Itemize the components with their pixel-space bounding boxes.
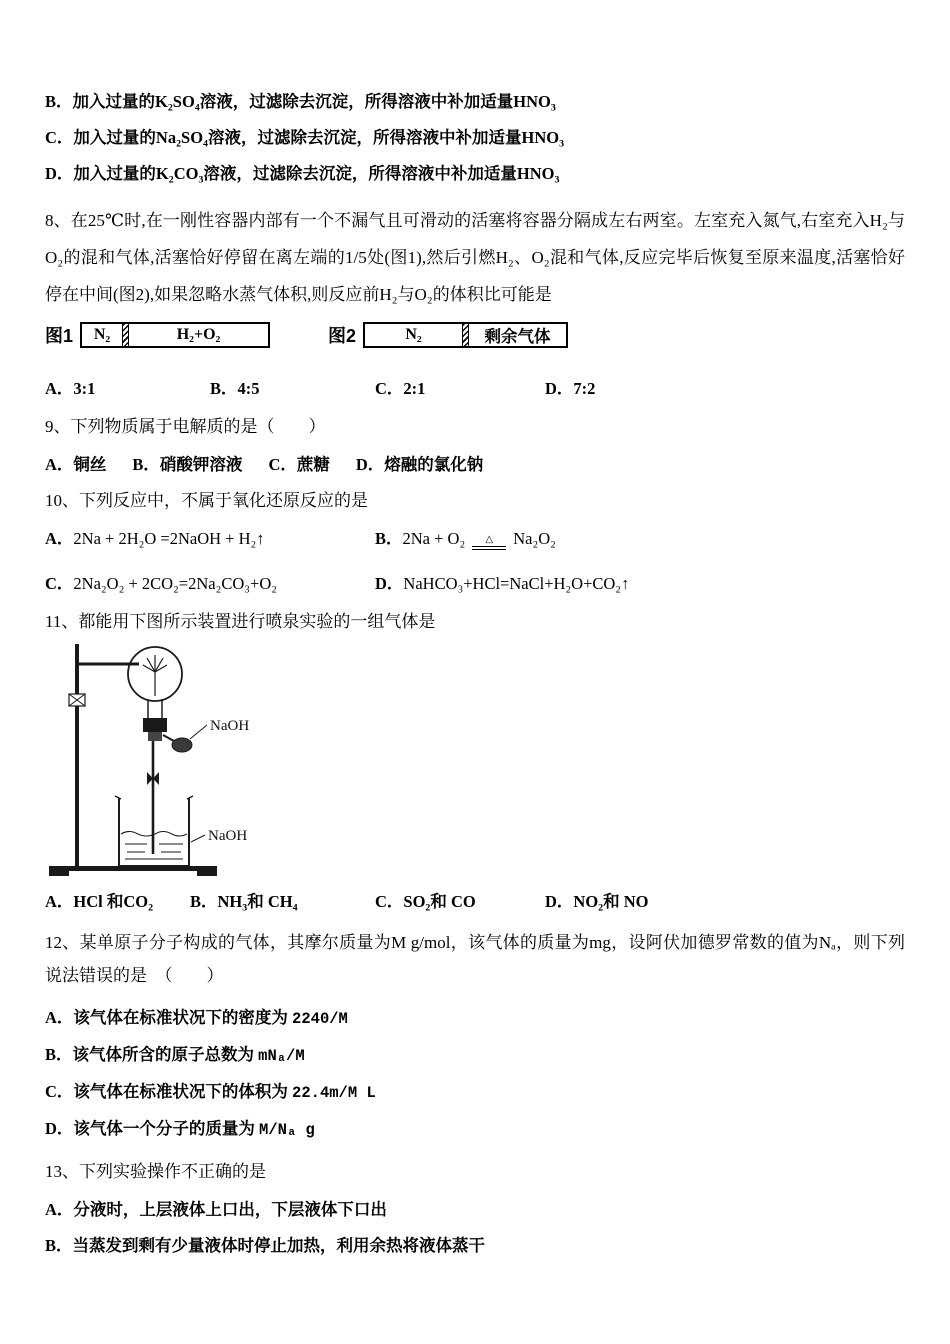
option-c: C．蔗糖 <box>268 455 330 474</box>
delta-glyph: △ <box>485 534 494 545</box>
option-a: A．HCl 和CO₂ <box>45 892 154 911</box>
option-c: C．SO₂和 CO <box>375 892 476 911</box>
option-a: A．分液时，上层液体上口出，下层液体下口出 <box>45 1200 387 1219</box>
option-b-post: Na₂O₂ <box>513 529 556 548</box>
figure-1-container <box>80 322 270 348</box>
option-a <box>45 1000 905 1037</box>
option-d <box>375 570 629 594</box>
option-d: D．熔融的氯化钠 <box>355 455 484 474</box>
question-12-stem: 12、某单原子分子构成的气体，其摩尔质量为M g/mol，该气体的质量为mg，设阿伏加德罗常数的值为Nₐ，则下列说法错误的是 （ ） <box>45 933 905 985</box>
question-10 <box>45 489 905 594</box>
option-d: D．7:2 <box>545 379 596 398</box>
option-a-label: A． <box>45 529 74 548</box>
gas-n2-cell-2: N₂ <box>405 326 422 343</box>
option-a: A．铜丝 <box>45 455 107 474</box>
gas-residual-cell: 剩余气体 <box>484 328 551 346</box>
option-c-label: C． <box>45 574 74 593</box>
option-c-text: 2Na₂O₂ + 2CO₂=2Na₂CO₃+O₂ <box>73 574 278 593</box>
option-b-label: B． <box>375 529 403 548</box>
naoh-label-top: NaOH <box>210 718 250 734</box>
gas-h2o2-cell: H₂+O₂ <box>176 326 221 343</box>
fountain-apparatus-figure <box>47 638 287 884</box>
option-c <box>45 1074 905 1111</box>
delta-condition-icon <box>472 535 506 550</box>
option-c-formula: 22.4m/M L <box>292 1084 376 1102</box>
question-7-options <box>45 84 905 192</box>
option-c <box>45 570 375 594</box>
option-b <box>45 1037 905 1074</box>
question-13 <box>45 1160 905 1264</box>
option-a-formula: 2240/M <box>292 1010 348 1028</box>
option-c: C．加入过量的Na₂SO₄溶液，过滤除去沉淀，所得溶液中补加适量HNO₃ <box>45 128 565 147</box>
option-d-text: D．该气体一个分子的质量为 <box>45 1119 260 1138</box>
option-b: B．当蒸发到剩有少量液体时停止加热，利用余热将液体蒸干 <box>45 1236 486 1255</box>
question-10-options-row-1 <box>45 525 905 550</box>
question-12 <box>45 926 905 1148</box>
dropper-bulb <box>163 735 192 752</box>
figure-1-label: 图1 <box>45 326 74 346</box>
option-c: C．2:1 <box>375 379 426 398</box>
piston-diagram <box>45 321 905 349</box>
stopper <box>143 718 167 741</box>
question-13-options <box>45 1192 905 1264</box>
gas-n2-cell: N₂ <box>93 326 111 343</box>
question-8 <box>45 202 905 399</box>
option-a: A．3:1 <box>45 379 96 398</box>
piston-divider-icon <box>122 324 129 346</box>
fountain-spray-icon <box>143 655 167 696</box>
figure-2-container <box>363 322 568 348</box>
naoh-label-bottom: NaOH <box>208 828 248 844</box>
question-10-stem: 10、下列反应中，不属于氧化还原反应的是 <box>45 491 368 510</box>
option-b <box>375 525 556 550</box>
question-9 <box>45 415 905 475</box>
fountain-apparatus-svg <box>47 638 287 884</box>
figure-2-label: 图2 <box>328 326 357 346</box>
option-d: D．NO₂和 NO <box>545 892 649 911</box>
option-b-pre: 2Na + O₂ <box>402 529 466 548</box>
label-line-bottom <box>191 835 205 842</box>
question-10-options-row-2 <box>45 570 905 594</box>
question-12-options <box>45 1000 905 1148</box>
option-b: B．加入过量的K₂SO₄溶液，过滤除去沉淀，所得溶液中补加适量HNO₃ <box>45 92 556 111</box>
question-11 <box>45 610 905 912</box>
question-8-options <box>45 375 905 399</box>
option-c-text: C．该气体在标准状况下的体积为 <box>45 1082 293 1101</box>
option-a <box>45 525 375 550</box>
option-b-formula: mNₐ/M <box>258 1047 305 1065</box>
question-8-stem: 8、在25℃时,在一刚性容器内部有一个不漏气且可滑动的活塞将容器分隔成左右两室。左室充入氮气,右室充入H₂与O₂的混和气体,活塞恰好停留在离左端的1/5处(图1),然后引燃H₂、O₂混和气体,反应完毕后恢复至原来温度,活塞恰好停在中间(图2),如果忽略水蒸气体积,则反应前H₂与O₂的体积比可能是 <box>45 211 905 304</box>
label-line-top <box>190 725 207 739</box>
option-d-label: D． <box>375 574 404 593</box>
option-d-text: NaHCO₃+HCl=NaCl+H₂O+CO₂↑ <box>403 574 630 593</box>
option-a-text: A．该气体在标准状况下的密度为 <box>45 1008 293 1027</box>
option-d: D．加入过量的K₂CO₃溶液，过滤除去沉淀，所得溶液中补加适量HNO₃ <box>45 164 560 183</box>
option-d-formula: M/Nₐ g <box>259 1121 315 1139</box>
option-d <box>45 1111 905 1148</box>
question-9-options <box>45 451 905 475</box>
option-b: B．NH₃和 CH₄ <box>190 892 298 911</box>
piston-divider-icon-2 <box>462 324 469 346</box>
option-a-text: 2Na + 2H₂O =2NaOH + H₂↑ <box>73 529 265 548</box>
option-b: B．4:5 <box>210 379 260 398</box>
option-b: B．硝酸钾溶液 <box>132 455 243 474</box>
question-13-stem: 13、下列实验操作不正确的是 <box>45 1162 266 1181</box>
question-11-options <box>45 888 905 912</box>
question-9-stem: 9、下列物质属于电解质的是（ ） <box>45 417 326 436</box>
option-b-text: B．该气体所含的原子总数为 <box>45 1045 259 1064</box>
question-11-stem: 11、都能用下图所示装置进行喷泉实验的一组气体是 <box>45 612 436 631</box>
